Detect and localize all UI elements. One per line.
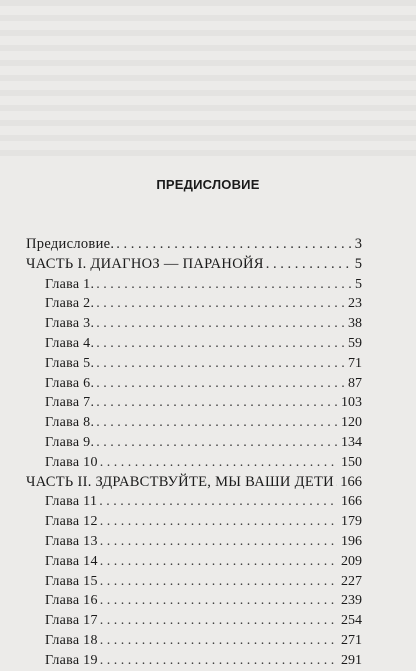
toc-page-number: 134 xyxy=(341,434,362,450)
toc-entry-label: Глава 4. xyxy=(45,335,95,351)
toc-page-number: 196 xyxy=(341,533,362,549)
toc-entry-label: Глава 13 xyxy=(45,533,98,549)
dot-leader xyxy=(100,572,338,592)
dot-leader xyxy=(100,453,338,473)
toc-page-number: 227 xyxy=(341,573,362,589)
dot-leader xyxy=(100,631,338,651)
toc-page-number: 166 xyxy=(340,473,362,490)
toc-page-number: 150 xyxy=(341,454,362,470)
toc-entry-label: Глава 10 xyxy=(45,454,98,470)
toc-page-number: 271 xyxy=(341,632,362,648)
toc-entry-label: Глава 16 xyxy=(45,593,98,609)
toc-page-number: 179 xyxy=(341,514,362,530)
toc-entry-label: Глава 8. xyxy=(45,415,95,431)
toc-part-row xyxy=(26,255,362,275)
toc-entry-label: Глава 12 xyxy=(45,514,98,530)
dot-leader xyxy=(96,374,345,394)
toc-page-number: 87 xyxy=(348,375,362,391)
dot-leader xyxy=(99,492,338,512)
toc-entry-label: Глава 3. xyxy=(45,316,95,332)
dot-leader xyxy=(96,433,338,453)
toc-entry-label: Глава 18 xyxy=(45,632,98,648)
toc-page-number: 71 xyxy=(348,355,362,371)
toc-page-number: 5 xyxy=(354,255,362,272)
toc-entry-label: Глава 5. xyxy=(45,355,95,371)
toc-chapter-row xyxy=(26,354,362,374)
dot-leader xyxy=(96,354,345,374)
toc-chapter-row xyxy=(26,334,362,354)
dot-leader xyxy=(100,532,338,552)
toc-chapter-row xyxy=(26,314,362,334)
toc-page-number: 291 xyxy=(341,652,362,668)
toc-chapter-row xyxy=(26,413,362,433)
toc-page-number: 5 xyxy=(355,276,362,292)
toc-page-number: 103 xyxy=(341,395,362,411)
toc-entry-label: Глава 1. xyxy=(45,276,95,292)
dot-leader xyxy=(96,413,338,433)
toc-chapter-row xyxy=(26,572,362,592)
toc-chapter-row xyxy=(26,512,362,532)
dot-leader xyxy=(266,255,352,275)
toc-entry-label: Предисловие. xyxy=(26,236,115,252)
toc-entry-label: Глава 2. xyxy=(45,296,95,312)
toc-chapter-row xyxy=(26,492,362,512)
toc-chapter-row xyxy=(26,393,362,413)
toc-entry-label: Глава 17 xyxy=(45,613,98,629)
toc-page-number: 166 xyxy=(341,494,362,510)
toc-chapter-row xyxy=(26,294,362,314)
toc-chapter-row xyxy=(26,552,362,572)
toc-page-number: 254 xyxy=(341,613,362,629)
dot-leader xyxy=(100,552,338,572)
dot-leader xyxy=(96,314,345,334)
toc-entry-label: Глава 9. xyxy=(45,434,95,450)
toc-entry-label: ЧАСТЬ II. ЗДРАВСТВУЙТЕ, МЫ ВАШИ ДЕТИ xyxy=(26,473,334,490)
show-through-text-area xyxy=(0,0,416,165)
toc-chapter-row xyxy=(26,651,362,671)
toc-entry-label: Глава 7. xyxy=(45,395,95,411)
toc-part-row xyxy=(26,473,362,493)
toc-chapter-row xyxy=(26,591,362,611)
toc-entry-label: Глава 6. xyxy=(45,375,95,391)
toc-entry-label: ЧАСТЬ I. ДИАГНОЗ — ПАРАНОЙЯ xyxy=(26,255,264,272)
toc-entry-label: Глава 19 xyxy=(45,652,98,668)
toc-part-row xyxy=(26,235,362,255)
toc-chapter-row xyxy=(26,275,362,295)
table-of-contents xyxy=(26,235,362,671)
dot-leader xyxy=(96,294,345,314)
dot-leader xyxy=(96,275,352,295)
toc-page-number: 209 xyxy=(341,553,362,569)
toc-page-number: 120 xyxy=(341,415,362,431)
dot-leader xyxy=(100,611,338,631)
toc-page-number: 38 xyxy=(348,316,362,332)
toc-chapter-row xyxy=(26,532,362,552)
toc-chapter-row xyxy=(26,631,362,651)
toc-page-number: 239 xyxy=(341,593,362,609)
toc-page-number: 3 xyxy=(354,236,362,252)
toc-entry-label: Глава 11 xyxy=(45,494,98,510)
dot-leader xyxy=(100,591,338,611)
toc-chapter-row xyxy=(26,374,362,394)
dot-leader xyxy=(116,235,351,255)
dot-leader xyxy=(100,512,338,532)
dot-leader xyxy=(96,393,338,413)
toc-page-number: 59 xyxy=(348,335,362,351)
toc-entry-label: Глава 14 xyxy=(45,553,98,569)
toc-entry-label: Глава 15 xyxy=(45,573,98,589)
dot-leader xyxy=(96,334,345,354)
page-title: ПРЕДИСЛОВИЕ xyxy=(156,177,260,192)
toc-chapter-row xyxy=(26,453,362,473)
toc-chapter-row xyxy=(26,433,362,453)
toc-chapter-row xyxy=(26,611,362,631)
dot-leader xyxy=(100,651,338,671)
toc-page-number: 23 xyxy=(348,296,362,312)
